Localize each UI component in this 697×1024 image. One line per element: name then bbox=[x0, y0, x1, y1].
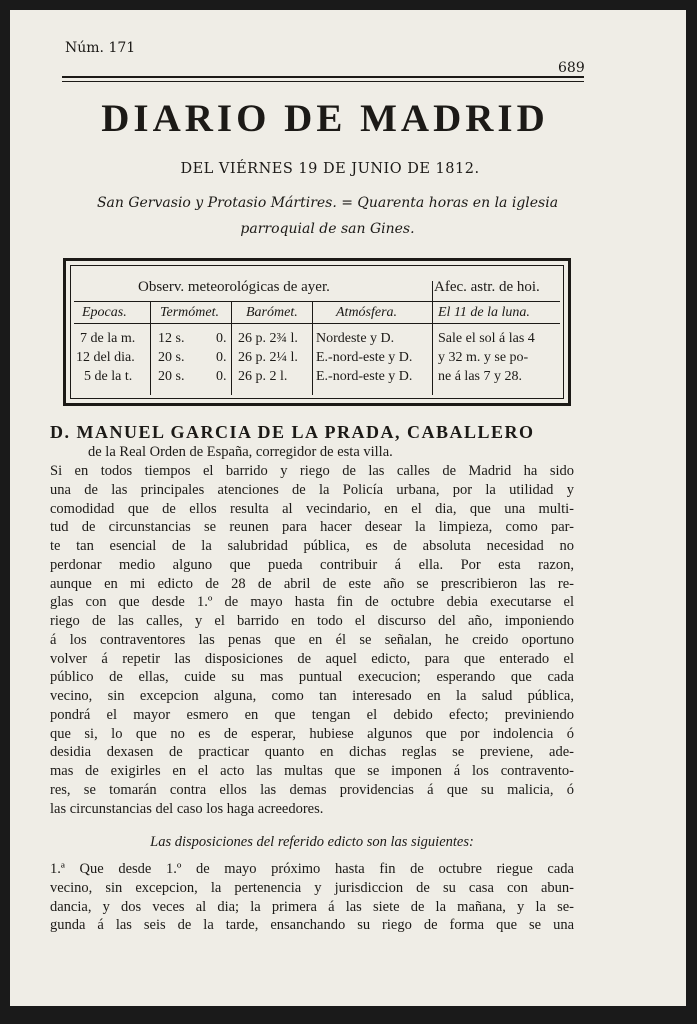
astro-title: Afec. astr. de hoi. bbox=[434, 279, 540, 295]
col-header-atmosfera: Atmósfera. bbox=[336, 305, 398, 320]
col-divider-3 bbox=[312, 301, 313, 395]
row2-barometro: 26 p. 2¼ l. bbox=[238, 350, 298, 365]
astro-line-1: Sale el sol á las 4 bbox=[438, 331, 535, 346]
body-line: una de las principales atenciones de la Policía urbana, por la utilidad y bbox=[50, 481, 574, 498]
article-heading: D. MANUEL GARCIA DE LA PRADA, CABALLERO bbox=[50, 422, 535, 442]
row1-termometro: 12 s. bbox=[158, 331, 185, 346]
rule-line: 1.ª Que desde 1.º de mayo próximo hasta fin de octubre riegue cada bbox=[50, 861, 574, 877]
body-line: desidia dexasen de practicar quanto en dichas reglas se previene, ade- bbox=[50, 744, 574, 761]
body-line: Si en todos tiempos el barrido y riego de las calles de Madrid ha sido bbox=[50, 463, 574, 479]
body-line: tud de circunstancias se reunen para hacer desear la limpieza, como par- bbox=[50, 519, 574, 536]
astro-line-2: y 32 m. y se po- bbox=[438, 350, 529, 365]
col-header-barometro: Barómet. bbox=[246, 305, 298, 320]
col-header-epocas: Epocas. bbox=[82, 305, 127, 320]
saints-line-2: parroquial de san Gines. bbox=[240, 221, 415, 237]
body-line-last: las circunstancias del caso los haga acreedores. bbox=[50, 800, 324, 817]
body-line: pondrá el mayor esmero en que tengan el debido efecto; previniendo bbox=[50, 706, 574, 723]
rule-line: dancia, y dos veces al dia; la primera á las siete de la mañana, y la se- bbox=[50, 898, 574, 915]
body-line: te tan esencial de la salubridad pública, es de absoluta necesidad no bbox=[50, 538, 574, 554]
newspaper-page bbox=[10, 10, 686, 1006]
body-line: mas de exigirles en el acto las multas que se imponen á los contravento- bbox=[50, 763, 574, 779]
body-line: á los contraventores las penas que en él se señalan, he creido oportuno bbox=[50, 631, 574, 648]
astro-line-3: ne á las 7 y 28. bbox=[438, 369, 522, 384]
paragraph-gap bbox=[50, 852, 574, 860]
body-line: aunque en mi edicto de 28 de abril de este año se prescribieron las re- bbox=[50, 575, 574, 592]
rule-line: vecino, sin excepcion, la pertenencia y jurisdiccion de su casa con abun- bbox=[50, 879, 574, 896]
row1-epoca: 7 de la m. bbox=[80, 331, 136, 346]
body-line: riego de las calles, y el barrido en todo el discurso del año, imponiendo bbox=[50, 613, 574, 629]
col-header-termometro: Termómet. bbox=[160, 305, 219, 320]
row2-termometro: 20 s. bbox=[158, 350, 185, 365]
page-number: 689 bbox=[558, 60, 585, 76]
row2-atmosfera: E.-nord-este y D. bbox=[316, 350, 413, 365]
row3-termo-dec: 0. bbox=[216, 369, 227, 384]
col-divider-1 bbox=[150, 301, 151, 395]
row2-termo-dec: 0. bbox=[216, 350, 227, 365]
dispositions-heading: Las disposiciones del referido edicto son las siguientes: bbox=[150, 834, 474, 851]
col-divider-2 bbox=[231, 301, 232, 395]
row1-barometro: 26 p. 2¾ l. bbox=[238, 331, 298, 346]
row3-epoca: 5 de la t. bbox=[84, 369, 133, 384]
table-rule-1 bbox=[74, 301, 560, 302]
saints-line-1: San Gervasio y Protasio Mártires. = Quarenta horas en la iglesia bbox=[96, 195, 559, 211]
paragraph-gap bbox=[50, 818, 574, 833]
table-rule-2 bbox=[74, 323, 560, 324]
body-line: comodidad que de ellos resulta al vecindario, en el dia, que una multi- bbox=[50, 500, 574, 517]
saints-notice bbox=[65, 190, 590, 242]
body-line: vecino, sin excepcion alguna, como tan interesado en la salud pública, bbox=[50, 688, 574, 704]
row1-atmosfera: Nordeste y D. bbox=[316, 331, 395, 346]
row1-termo-dec: 0. bbox=[216, 331, 227, 346]
masthead-title: DIARIO DE MADRID bbox=[101, 97, 549, 140]
weather-table bbox=[63, 258, 571, 406]
body-line: que si, lo que no es de esperar, hubiese algunos que por indolencia ó bbox=[50, 725, 574, 742]
body-line: perdonar medio alguno que pueda contribuir á ella. Por esta razon, bbox=[50, 556, 574, 573]
header-rule-top bbox=[62, 76, 584, 78]
body-line: público de ellas, cuide su mas puntual execucion; esperando que cada bbox=[50, 669, 574, 686]
body-line: res, se tomarán contra ellos las demas providencias á que su malicia, ó bbox=[50, 781, 574, 798]
date-line: DEL VIÉRNES 19 DE JUNIO DE 1812. bbox=[180, 161, 480, 177]
body-line: volver á repetir las disposiciones de aquel edicto, para que enterado el bbox=[50, 650, 574, 667]
body-line: glas con que desde 1.º de mayo hasta fin de octubre debia executarse el bbox=[50, 594, 574, 611]
article-body bbox=[50, 462, 574, 935]
article-subheading: de la Real Orden de España, corregidor de esta villa. bbox=[88, 444, 393, 460]
header-rule-top-thin bbox=[62, 81, 584, 82]
row2-epoca: 12 del dia. bbox=[76, 350, 135, 365]
col-divider-4 bbox=[432, 281, 433, 395]
issue-number: Núm. 171 bbox=[65, 40, 136, 56]
row3-atmosfera: E.-nord-este y D. bbox=[316, 369, 413, 384]
row3-termometro: 20 s. bbox=[158, 369, 185, 384]
rule-line: gunda á las seis de la tarde, ensanchando su riego de forma que se una bbox=[50, 917, 574, 934]
row3-barometro: 26 p. 2 l. bbox=[238, 369, 288, 384]
col-header-luna: El 11 de la luna. bbox=[438, 305, 530, 320]
weather-title: Observ. meteorológicas de ayer. bbox=[138, 279, 330, 295]
